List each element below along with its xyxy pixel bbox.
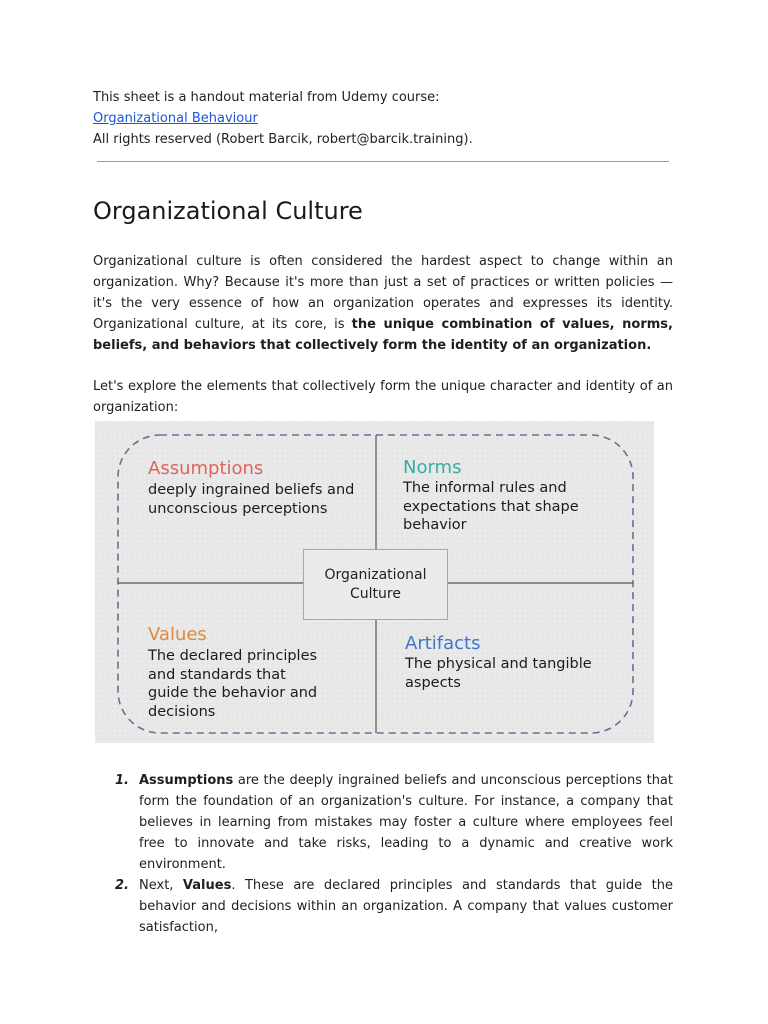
description-line: The declared principles <box>148 648 318 664</box>
list-term: Values <box>182 878 232 893</box>
description-line: guide the behavior and <box>148 685 318 701</box>
norms-description <box>403 479 579 535</box>
header-intro-line: This sheet is a handout material from Udemy course: <box>93 90 440 105</box>
horizontal-divider <box>97 161 669 162</box>
description-line: unconscious perceptions <box>148 500 328 517</box>
handout-header <box>93 87 473 150</box>
list-number: 1. <box>115 773 129 788</box>
list-item <box>93 875 673 938</box>
artifacts-title: Artifacts <box>405 633 481 654</box>
list-text: . These are declared principles and standards that guide the behavior and decisions within an organization. A company that values customer satisfaction, <box>139 878 673 935</box>
description-line: expectations that shape <box>403 498 579 515</box>
description-line: and standards that <box>148 666 286 683</box>
center-label-line1: Organizational <box>324 566 427 583</box>
artifacts-description <box>405 655 592 692</box>
description-line: The physical and tangible <box>405 656 592 672</box>
assumptions-description <box>148 481 354 518</box>
elements-list <box>93 770 673 938</box>
description-line: deeply ingrained beliefs and <box>148 482 355 498</box>
list-prefix: Next, <box>139 878 183 893</box>
culture-definition: the unique combination of values, norms, beliefs, and behaviors that collectively form the identity of an organization. <box>93 317 673 353</box>
explore-paragraph: Let's explore the elements that collectively form the unique character and identity of an organization: <box>93 379 673 415</box>
list-text: are the deeply ingrained beliefs and unconscious perceptions that form the foundation of an organization's culture. For instance, a company that believes in learning from mistakes may foster a culture where employees feel free to innovate and take risks, leading to a dynamic and creative work environment. <box>139 773 673 872</box>
center-label-line2: Culture <box>350 585 401 602</box>
center-box <box>303 549 448 620</box>
page-title: Organizational Culture <box>93 197 363 225</box>
assumptions-title: Assumptions <box>148 458 264 479</box>
course-link[interactable]: Organizational Behaviour <box>93 111 258 126</box>
intro-paragraph <box>93 251 673 356</box>
values-description <box>148 647 317 721</box>
list-term: Assumptions <box>139 773 234 788</box>
list-item <box>93 770 673 875</box>
values-title: Values <box>148 624 207 645</box>
culture-diagram <box>95 421 654 743</box>
list-number: 2. <box>115 878 129 893</box>
description-line: decisions <box>148 703 216 720</box>
norms-title: Norms <box>403 457 462 478</box>
description-line: aspects <box>405 674 461 691</box>
description-line: behavior <box>403 517 467 533</box>
copyright-line: All rights reserved (Robert Barcik, robert@barcik.training). <box>93 132 473 147</box>
intro-text: Organizational culture is often considered the hardest aspect to change within an organization. Why? Because it's more than just a set of practices or written policies — it's the very essence of how an organization operates and expresses its identity. Organizational culture, at its core, is <box>93 254 673 332</box>
description-line: The informal rules and <box>403 480 567 496</box>
